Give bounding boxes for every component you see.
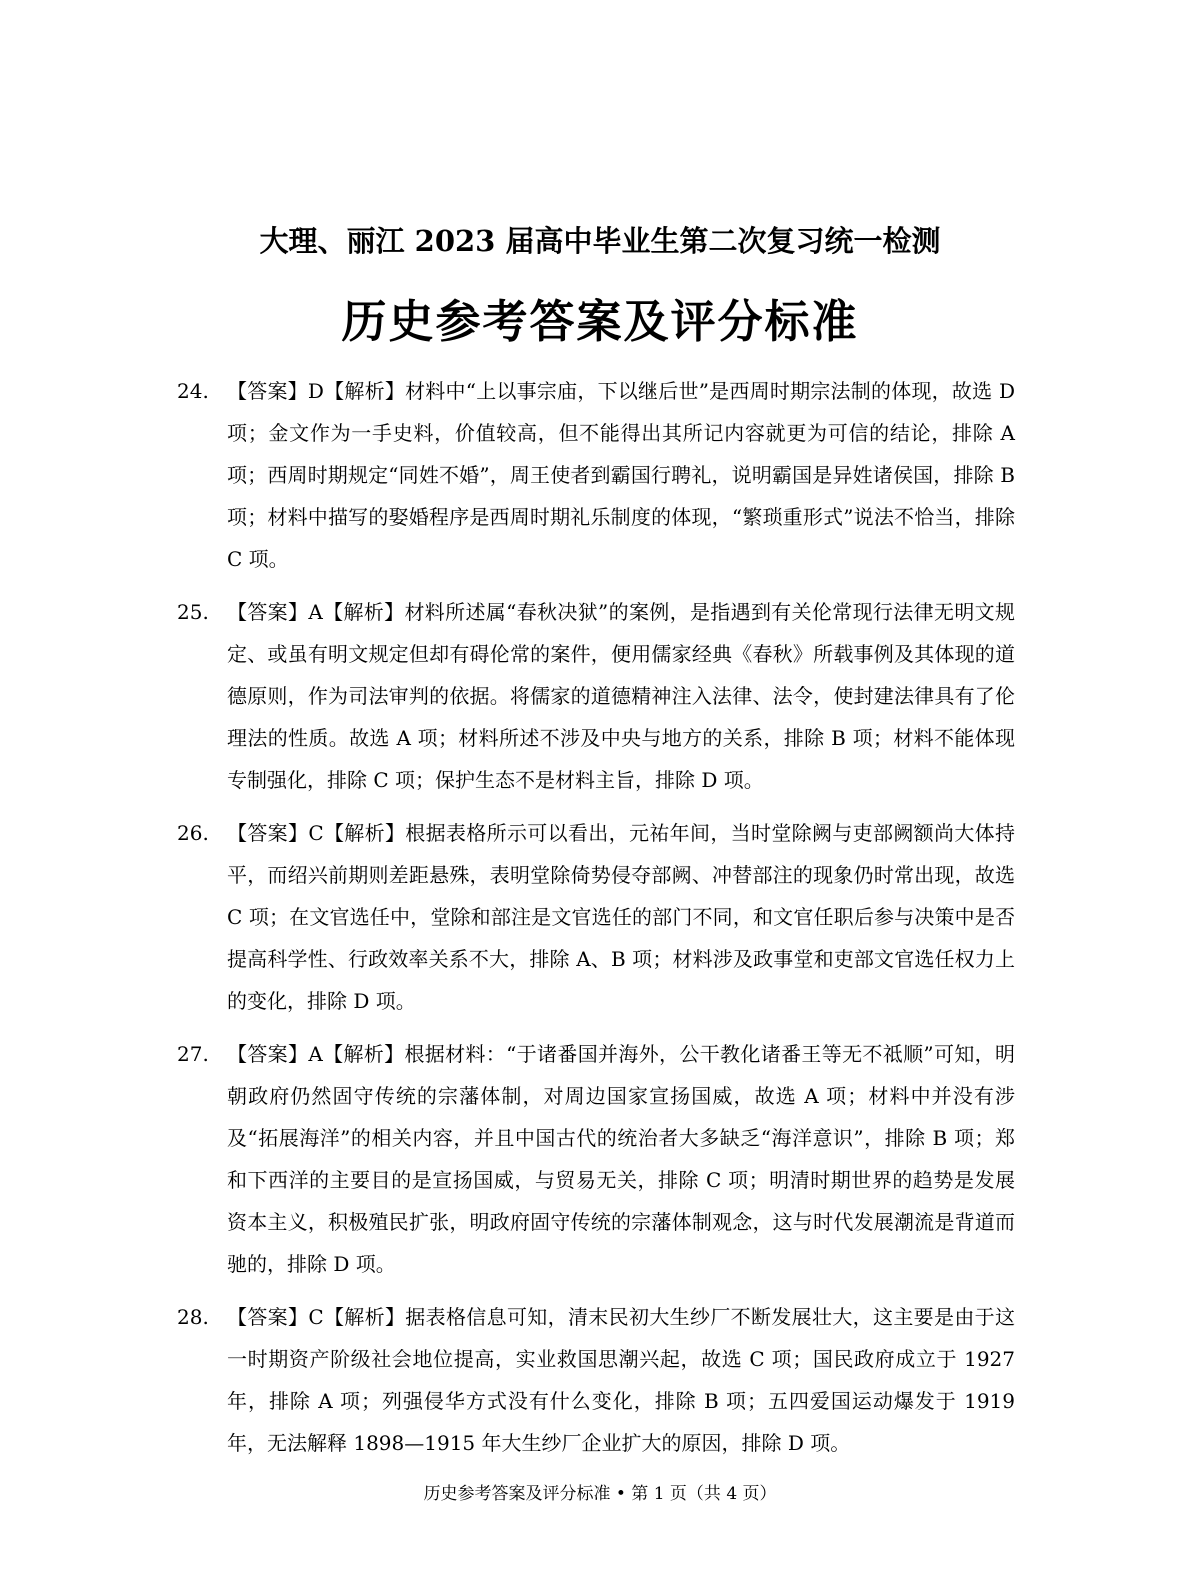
question-number: 25. [177, 600, 209, 624]
answer-text: 【答案】C【解析】据表格信息可知，清末民初大生纱厂不断发展壮大，这主要是由于这一时期资产阶级社会地位提高，实业救国思潮兴起，故选 C 项；国民政府成立于 1927 年，排除 A 项；列强侵华方式没有什么变化，排除 B 项；五四爱国运动爆发于 1919 年，无法解释 1898—1915 年大生纱厂企业扩大的原因，排除 D 项。 [227, 1305, 1015, 1455]
page-title: 历史参考答案及评分标准 [341, 295, 859, 348]
page-footer: 历史参考答案及评分标准 • 第 1 页（共 4 页） [423, 1484, 777, 1504]
answer-text: 【答案】A【解析】根据材料：“于诸番国并海外，公干教化诸番王等无不祗顺”可知，明朝政府仍然固守传统的宗藩体制，对周边国家宣扬国威，故选 A 项；材料中并没有涉及“拓展海洋”的相关内容，并且中国古代的统治者大多缺乏“海洋意识”，排除 B 项；郑和下西洋的主要目的是宣扬国威，与贸易无关，排除 C 项；明清时期世界的趋势是发展资本主义，积极殖民扩张，明政府固守传统的宗藩体制观念，这与时代发展潮流是背道而驰的，排除 D 项。 [227, 1042, 1015, 1276]
answer-item-27 [177, 1033, 1015, 1285]
exam-subtitle: 大理、丽江 2023 届高中毕业生第二次复习统一检测 [259, 224, 941, 258]
answer-item-24 [177, 370, 1015, 580]
answer-text: 【答案】C【解析】根据表格所示可以看出，元祐年间，当时堂除阙与吏部阙额尚大体持平，而绍兴前期则差距悬殊，表明堂除倚势侵夺部阙、冲替部注的现象仍时常出现，故选 C 项；在文官选任中，堂除和部注是文官选任的部门不同，和文官任职后参与决策中是否提高科学性、行政效率关系不大，排除 A、B 项；材料涉及政事堂和吏部文官选任权力上的变化，排除 D 项。 [227, 821, 1015, 1013]
answer-list [177, 370, 1015, 1475]
answer-item-28 [177, 1296, 1015, 1464]
question-number: 24. [177, 379, 209, 403]
answer-text: 【答案】A【解析】材料所述属“春秋决狱”的案例，是指遇到有关伦常现行法律无明文规定、或虽有明文规定但却有碍伦常的案件，便用儒家经典《春秋》所载事例及其体现的道德原则，作为司法审判的依据。将儒家的道德精神注入法律、法令，使封建法律具有了伦理法的性质。故选 A 项；材料所述不涉及中央与地方的关系，排除 B 项；材料不能体现专制强化，排除 C 项；保护生态不是材料主旨，排除 D 项。 [227, 600, 1015, 792]
question-number: 26. [177, 821, 209, 845]
answer-item-25 [177, 591, 1015, 801]
question-number: 27. [177, 1042, 209, 1066]
question-number: 28. [177, 1305, 209, 1329]
answer-text: 【答案】D【解析】材料中“上以事宗庙，下以继后世”是西周时期宗法制的体现，故选 D 项；金文作为一手史料，价值较高，但不能得出其所记内容就更为可信的结论，排除 A 项；西周时期规定“同姓不婚”，周王使者到霸国行聘礼，说明霸国是异姓诸侯国，排除 B 项；材料中描写的娶婚程序是西周时期礼乐制度的体现，“繁琐重形式”说法不恰当，排除 C 项。 [227, 379, 1015, 571]
answer-item-26 [177, 812, 1015, 1022]
